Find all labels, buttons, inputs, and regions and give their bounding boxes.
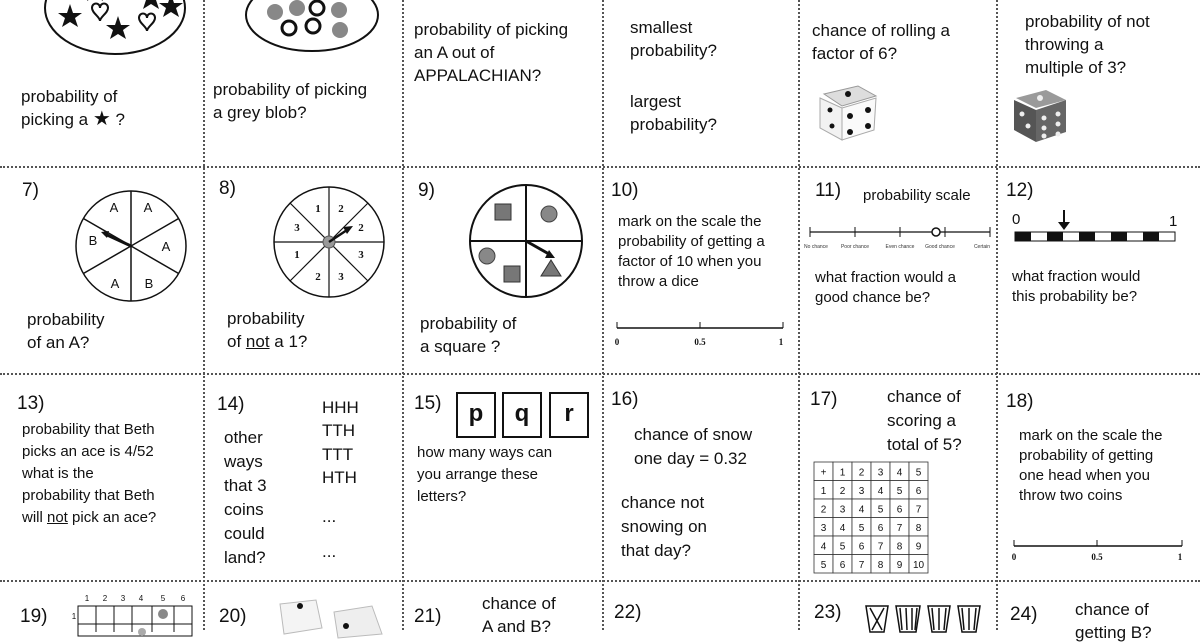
grid-value: 6	[858, 541, 865, 553]
grid-divider	[402, 0, 404, 630]
grid-value: 2	[858, 467, 865, 479]
question-number: 18)	[1006, 391, 1034, 412]
scale-title: probability scale	[863, 187, 971, 204]
square-shape	[495, 204, 511, 220]
question-number: 12)	[1006, 180, 1034, 201]
question-number: 10)	[611, 180, 639, 201]
grid-value: 6	[896, 504, 903, 516]
spinner-eight	[273, 186, 385, 298]
star-icon: ★	[92, 108, 111, 130]
spinner-label: B	[144, 276, 154, 291]
grid-value: +	[820, 467, 827, 479]
white-blob	[306, 19, 320, 33]
outcome: TTH	[322, 421, 356, 440]
grid-value: 10	[912, 559, 925, 571]
grid-value: 2	[820, 504, 827, 516]
grid-value: 3	[877, 467, 884, 479]
question-number: 11)	[815, 180, 842, 201]
question-text: what fraction would a	[815, 269, 956, 286]
question-number: 19)	[20, 606, 48, 627]
grid-label: 5	[160, 594, 166, 603]
addition-grid	[814, 462, 928, 574]
question-text: throwing a	[1025, 35, 1104, 54]
letter-card: q	[502, 392, 542, 438]
question-text: chance of	[1075, 600, 1149, 619]
white-blob	[310, 1, 324, 15]
heart-icon	[139, 14, 155, 32]
question-text: probability	[27, 310, 105, 329]
question-text: ways	[224, 452, 263, 471]
probability-scale[interactable]	[1012, 536, 1184, 566]
question-text: probability	[227, 309, 305, 328]
question-number: 21)	[414, 606, 442, 627]
star-icon	[83, 0, 107, 1]
question-text: will not pick an ace?	[22, 509, 157, 526]
spinner-label: A	[143, 200, 153, 215]
scale-label: 0.5	[1091, 552, 1103, 562]
grid-divider	[0, 373, 1200, 375]
question-text: chance of	[887, 387, 961, 406]
question-text: mark on the scale the	[1019, 427, 1163, 444]
question-text: that 3	[224, 476, 267, 495]
spinner-label: A	[109, 200, 119, 215]
question-text: coins	[224, 500, 264, 519]
question-text: could	[224, 524, 265, 543]
white-dice-icon	[818, 84, 878, 140]
question-number: 15)	[414, 393, 442, 414]
question-text: you arrange these	[417, 466, 538, 483]
question-text: this probability be?	[1012, 288, 1138, 305]
outcome: ...	[322, 507, 337, 526]
question-text: a square ?	[420, 337, 501, 356]
question-text: picking a ★ ?	[21, 108, 125, 130]
scale-label: No chance	[804, 244, 828, 250]
grid-value: 1	[839, 467, 846, 479]
grid-value: 7	[915, 504, 922, 516]
grid-label: 1	[71, 612, 77, 621]
question-text: chance of	[482, 594, 556, 613]
spinner-label: 1	[315, 203, 321, 215]
outcome: HTH	[322, 468, 357, 487]
grid-divider	[0, 166, 1200, 168]
grey-blob	[332, 22, 348, 38]
question-text: chance of snow	[634, 425, 753, 444]
question-number: 24)	[1010, 604, 1038, 625]
grid-value: 6	[915, 485, 922, 497]
question-text: probability of not	[1025, 12, 1150, 31]
question-text: scoring a	[887, 411, 956, 430]
question-number: 23)	[814, 602, 842, 623]
question-text: of not a 1?	[227, 332, 308, 351]
star-icon	[159, 0, 183, 17]
question-text: probability of picking	[414, 20, 569, 39]
spinner-label: A	[161, 239, 171, 254]
shape-spinner	[469, 184, 583, 298]
grid-value: 5	[839, 541, 846, 553]
question-text: other	[224, 428, 263, 447]
question-text: factor of 6?	[812, 44, 898, 63]
question-text: probability that Beth	[22, 421, 155, 438]
grid-value: 5	[820, 559, 827, 571]
question-number: 14)	[217, 394, 245, 415]
grey-blob	[267, 4, 283, 20]
grid-label: 4	[138, 594, 144, 603]
grid-value: 8	[915, 522, 922, 534]
grid-label: 3	[120, 594, 126, 603]
word-probability-scale	[804, 222, 993, 252]
question-text: snowing on	[621, 517, 708, 536]
grid-value: 6	[839, 559, 846, 571]
scale-label: Poor chance	[840, 244, 870, 250]
scale-label: Good chance	[925, 244, 955, 250]
circle-shape	[479, 248, 495, 264]
grid-value: 3	[839, 504, 846, 516]
grid-divider	[602, 0, 604, 630]
scale-label: Certain	[973, 244, 991, 250]
heart-icon	[92, 4, 108, 22]
spinner-label: 2	[358, 222, 364, 234]
question-number: 9)	[418, 180, 435, 201]
question-text: land?	[224, 548, 266, 567]
question-number: 20)	[219, 606, 247, 627]
grid-value: 5	[915, 467, 922, 479]
probability-scale[interactable]	[615, 318, 785, 348]
spinner-label: A	[110, 276, 120, 291]
grid-value: 4	[896, 467, 903, 479]
grid-value: 8	[877, 559, 884, 571]
question-text: total of 5?	[887, 435, 962, 454]
star-icon	[58, 4, 82, 27]
grid-value: 5	[858, 522, 865, 534]
grid-value: 9	[915, 541, 922, 553]
outcome: HHH	[322, 398, 359, 417]
question-text: a grey blob?	[213, 103, 307, 122]
question-text: A and B?	[482, 617, 552, 636]
star-icon	[106, 16, 130, 39]
grid-value: 3	[820, 522, 827, 534]
question-number: 13)	[17, 393, 45, 414]
question-text: probability of getting	[1019, 447, 1154, 464]
question-text: chance of rolling a	[812, 21, 950, 40]
question-text: multiple of 3?	[1025, 58, 1127, 77]
outcome: ...	[322, 542, 337, 561]
question-text: probability of picking	[213, 80, 368, 99]
letter-card: p	[456, 392, 496, 438]
grid-value: 6	[877, 522, 884, 534]
letter-card: r	[549, 392, 589, 438]
grid-value: 4	[858, 504, 865, 516]
grid-value: 3	[858, 485, 865, 497]
grid-value: 5	[896, 485, 903, 497]
spinner-label: 3	[358, 249, 364, 261]
grey-blob	[331, 2, 347, 18]
scale-label: 0.5	[694, 337, 706, 347]
question-text: good chance be?	[815, 289, 931, 306]
question-text: APPALACHIAN?	[414, 66, 542, 85]
grid-divider	[798, 0, 800, 630]
grey-blob	[289, 0, 305, 16]
grid-divider	[203, 0, 205, 630]
spinner-label: 2	[315, 271, 321, 283]
question-text: probability of	[420, 314, 517, 333]
spinner-label: B	[88, 233, 98, 248]
grid-value: 7	[858, 559, 865, 571]
question-text: throw two coins	[1019, 487, 1123, 504]
scale-end-label: 0	[1012, 211, 1021, 228]
question-text: what fraction would	[1012, 268, 1141, 285]
question-text: largest	[630, 92, 682, 111]
question-text: mark on the scale the	[618, 213, 762, 230]
question-text: picks an ace is 4/52	[22, 443, 154, 460]
spinner-six	[75, 190, 187, 302]
question-text: one head when you	[1019, 467, 1150, 484]
spinner-label: 3	[338, 271, 344, 283]
question-text: one day = 0.32	[634, 449, 747, 468]
scale-label: 0	[1011, 552, 1017, 562]
grid-divider	[996, 0, 998, 630]
grid-value: 4	[877, 485, 884, 497]
question-text: probability?	[630, 115, 717, 134]
coordinate-grid	[70, 592, 195, 632]
grid-value: 4	[839, 522, 846, 534]
scale-label: Even chance	[885, 244, 915, 250]
scale-label: 0	[614, 337, 620, 347]
scale-label: 1	[1177, 552, 1183, 562]
grid-value: 7	[877, 541, 884, 553]
grid-divider	[0, 580, 1200, 582]
question-text: probability of getting a	[618, 233, 765, 250]
stars-hearts-bag	[45, 0, 185, 70]
question-text: how many ways can	[417, 444, 553, 461]
star-icon	[139, 0, 163, 9]
grid-label: 6	[180, 594, 186, 603]
question-text: letters?	[417, 488, 467, 505]
spinner-label: 1	[294, 249, 300, 261]
dice-pair-icon	[276, 598, 386, 638]
question-text: an A out of	[414, 43, 495, 62]
question-text: of an A?	[27, 333, 90, 352]
spinner-label: 2	[338, 203, 344, 215]
scale-label: 1	[778, 337, 784, 347]
question-text: chance not	[621, 493, 705, 512]
question-text: getting B?	[1075, 623, 1152, 642]
question-number: 7)	[22, 180, 39, 201]
bar-scale	[1014, 208, 1176, 244]
question-text: probability that Beth	[22, 487, 155, 504]
spinner-label: 3	[294, 222, 300, 234]
question-number: 8)	[219, 178, 236, 199]
question-text: what is the	[22, 465, 94, 482]
question-number: 22)	[614, 602, 642, 623]
grid-value: 1	[820, 485, 827, 497]
question-number: 17)	[810, 389, 838, 410]
scale-end-label: 1	[1169, 213, 1178, 230]
question-number: 16)	[611, 389, 639, 410]
grid-label: 1	[84, 594, 90, 603]
blobs-bag	[245, 0, 380, 60]
outcome: TTT	[322, 445, 354, 464]
question-text: throw a dice	[618, 273, 699, 290]
cups-icon	[862, 602, 982, 632]
grid-label: 2	[102, 594, 108, 603]
question-text: probability?	[630, 41, 717, 60]
question-text: probability of	[21, 87, 118, 106]
dark-dice-icon	[1012, 88, 1068, 142]
question-text: that day?	[621, 541, 691, 560]
white-blob	[282, 21, 296, 35]
question-text: factor of 10 when you	[618, 253, 762, 270]
grid-value: 7	[896, 522, 903, 534]
grid-value: 4	[820, 541, 827, 553]
grid-value: 5	[877, 504, 884, 516]
grid-value: 9	[896, 559, 903, 571]
circle-shape	[541, 206, 557, 222]
grid-value: 2	[839, 485, 846, 497]
grid-value: 8	[896, 541, 903, 553]
question-text: smallest	[630, 18, 693, 37]
square-shape	[504, 266, 520, 282]
